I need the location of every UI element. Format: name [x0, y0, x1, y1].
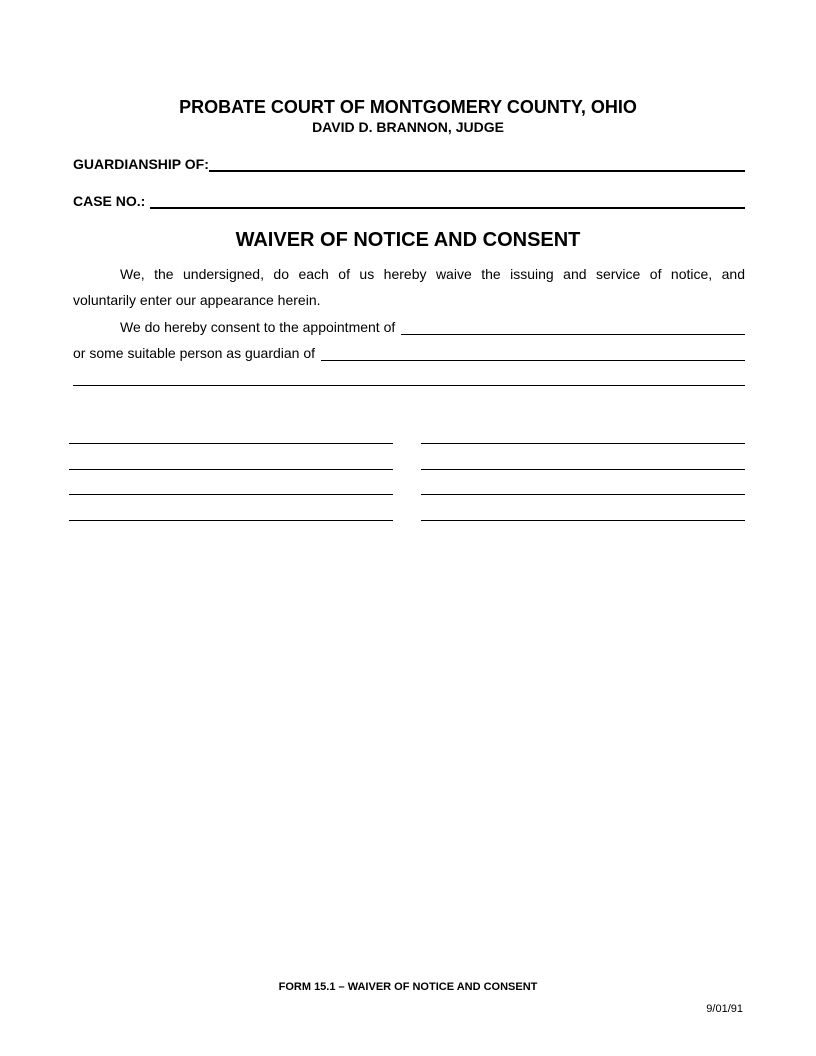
- guardianship-input-line[interactable]: [209, 156, 745, 172]
- guardianship-field: [73, 152, 745, 172]
- form-title: WAIVER OF NOTICE AND CONSENT: [235, 229, 581, 251]
- ward-continuation-line[interactable]: [73, 385, 745, 386]
- signature-line-left-1[interactable]: [69, 443, 393, 444]
- court-title: PROBATE COURT OF MONTGOMERY COUNTY, OHIO: [179, 97, 637, 117]
- ward-row: [73, 343, 745, 361]
- case-number-label: CASE NO.:: [73, 193, 146, 209]
- appointee-input-line[interactable]: [401, 320, 745, 335]
- case-number-input-line[interactable]: [150, 193, 745, 209]
- signature-line-left-2[interactable]: [69, 469, 393, 470]
- signature-line-right-1[interactable]: [421, 443, 745, 444]
- signature-line-right-2[interactable]: [421, 469, 745, 470]
- appointee-row: [73, 317, 745, 335]
- signature-line-right-3[interactable]: [421, 494, 745, 495]
- signature-line-left-3[interactable]: [69, 494, 393, 495]
- ward-input-line[interactable]: [321, 346, 745, 361]
- signature-line-right-4[interactable]: [421, 520, 745, 521]
- judge-name: DAVID D. BRANNON, JUDGE: [312, 119, 504, 135]
- form-number: FORM 15.1 – WAIVER OF NOTICE AND CONSENT: [278, 981, 538, 993]
- waiver-text-line-2: voluntarily enter our appearance herein.: [73, 292, 321, 308]
- signature-line-left-4[interactable]: [69, 520, 393, 521]
- waiver-text-line-1: We, the undersigned, do each of us hereby waive the issuing and service of notice, and: [120, 266, 745, 282]
- case-number-field: [73, 189, 745, 209]
- guardian-of-text: or some suitable person as guardian of: [73, 345, 316, 361]
- consent-text: We do hereby consent to the appointment of: [120, 319, 396, 335]
- guardianship-label: GUARDIANSHIP OF:: [73, 156, 209, 172]
- revision-date: 9/01/91: [706, 1003, 743, 1015]
